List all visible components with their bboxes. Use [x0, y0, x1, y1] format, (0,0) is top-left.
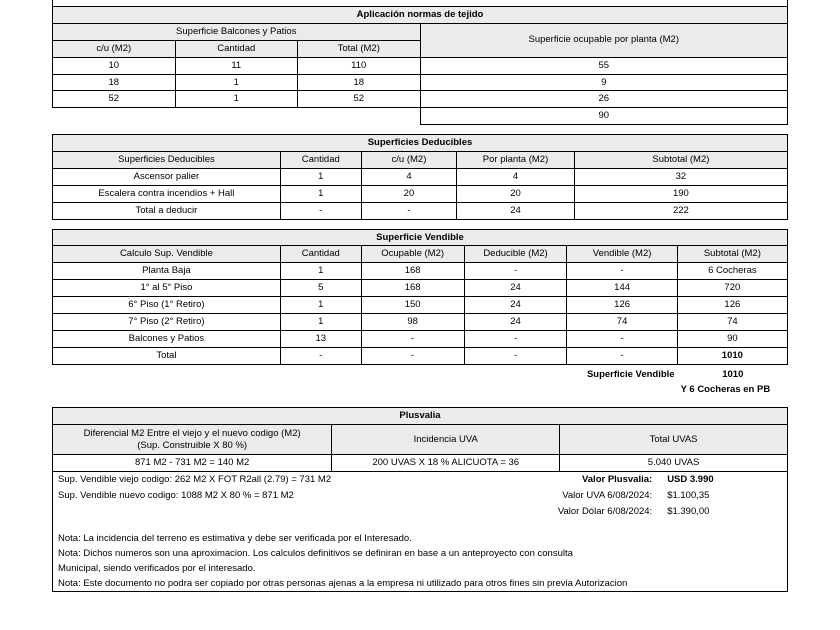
section2-cell-r2c1: -	[280, 202, 361, 219]
table-row	[53, 313, 788, 330]
section2-cell-r1c2: 20	[361, 185, 457, 202]
section2-header-3: Por planta (M2)	[457, 152, 575, 169]
section2-cell-r0c4: 32	[574, 168, 787, 185]
table-row	[53, 108, 788, 125]
section3-cell-r0c5: 6 Cocheras	[677, 263, 787, 280]
section3-cell-r0c1: 1	[280, 263, 361, 280]
section4-col2-header: Incidencia UVA	[332, 425, 560, 455]
footer-note-1: Nota: Dichos numeros son una aproximacion. Los calculos definitivos se definiran en base a un anteproyecto con consulta	[58, 548, 573, 559]
section3-cell-r3c5: 74	[677, 313, 787, 330]
section1-left-header-2: Total (M2)	[298, 40, 421, 57]
table-row	[53, 74, 788, 91]
section3-cell-r4c2: -	[361, 330, 464, 347]
right-label-2: Valor Dólar 6/08/2024:	[557, 505, 653, 517]
section3-cell-r4c3: -	[464, 330, 567, 347]
section3-cell-r5c3: -	[464, 347, 567, 364]
section2-cell-r2c0: Total a deducir	[53, 202, 281, 219]
section3-cell-r4c5: 90	[677, 330, 787, 347]
section3-cell-r3c1: 1	[280, 313, 361, 330]
table-row	[53, 280, 788, 297]
spacer-3	[52, 398, 788, 407]
section4-col3-header: Total UVAS	[560, 425, 788, 455]
section3-header-1: Cantidad	[280, 246, 361, 263]
plusvalia-notes-block	[52, 472, 788, 592]
section3-cell-r2c4: 126	[567, 297, 677, 314]
section4-value-2: 5.040 UVAS	[560, 455, 788, 472]
section3-cell-r3c3: 24	[464, 313, 567, 330]
right-value-0: USD 3.990	[667, 474, 714, 485]
right-value-2: $1.390,00	[667, 505, 710, 517]
section3-header-3: Deducible (M2)	[464, 246, 567, 263]
section4-value-1: 200 UVAS X 18 % ALICUOTA = 36	[332, 455, 560, 472]
table-row	[53, 263, 788, 280]
section2-cell-r1c1: 1	[280, 185, 361, 202]
section3-cell-r1c2: 168	[361, 280, 464, 297]
section1-cell-r2c1: 1	[175, 91, 298, 108]
table-row	[53, 202, 788, 219]
section1-cell-r1c0: 18	[53, 74, 176, 91]
summary-value: 1010	[722, 368, 744, 380]
section2-cell-r2c3: 24	[457, 202, 575, 219]
section3-header-2: Ocupable (M2)	[361, 246, 464, 263]
section2-header-2: c/u (M2)	[361, 152, 457, 169]
section3-cell-r0c0: Planta Baja	[53, 263, 281, 280]
section1-right-title: Superficie ocupable por planta (M2)	[420, 23, 788, 57]
section2-cell-r2c4: 222	[574, 202, 787, 219]
section1-left-header-0: c/u (M2)	[53, 40, 176, 57]
section3-cell-r2c1: 1	[280, 297, 361, 314]
section1-right-value-0: 55	[420, 57, 788, 74]
right-label-1: Valor UVA 6/08/2024:	[562, 489, 653, 501]
section1-left-header-1: Cantidad	[175, 40, 298, 57]
section2-cell-r2c2: -	[361, 202, 457, 219]
section-superficie-vendible	[52, 229, 788, 365]
table-row	[53, 347, 788, 364]
section3-cell-r0c3: -	[464, 263, 567, 280]
section3-cell-r0c2: 168	[361, 263, 464, 280]
section3-cell-r1c1: 5	[280, 280, 361, 297]
section1-cell-r0c0: 10	[53, 57, 176, 74]
section3-cell-r2c2: 150	[361, 297, 464, 314]
section3-cell-r5c1: -	[280, 347, 361, 364]
section2-title: Superficies Deducibles	[53, 135, 788, 152]
right-label-0: Valor Plusvalia:	[581, 474, 653, 485]
right-value-1: $1.100,35	[667, 489, 710, 501]
section3-cell-r0c4: -	[567, 263, 677, 280]
section-aplicacion-normas-tejido	[52, 6, 788, 125]
plusvalia-left-note-0: Sup. Vendible viejo codigo: 262 M2 X FOT R2all (2.79) = 731 M2	[58, 474, 332, 485]
section3-cell-r4c0: Balcones y Patios	[53, 330, 281, 347]
table-row	[53, 168, 788, 185]
section2-cell-r0c1: 1	[280, 168, 361, 185]
section3-cell-r5c2: -	[361, 347, 464, 364]
section2-cell-r1c0: Escalera contra incendios + Hall	[53, 185, 281, 202]
section3-header-0: Calculo Sup. Vendible	[53, 246, 281, 263]
spacer-1	[52, 125, 788, 134]
section1-right-value-1: 9	[420, 74, 788, 91]
section3-header-4: Vendible (M2)	[567, 246, 677, 263]
section3-cell-r2c5: 126	[677, 297, 787, 314]
table-row	[53, 455, 788, 472]
summary-label: Superficie Vendible	[586, 368, 675, 380]
section2-cell-r1c3: 20	[457, 185, 575, 202]
table-row	[53, 91, 788, 108]
section2-cell-r0c3: 4	[457, 168, 575, 185]
section3-cell-r1c4: 144	[567, 280, 677, 297]
section3-cell-r3c4: 74	[567, 313, 677, 330]
section2-cell-r1c4: 190	[574, 185, 787, 202]
section4-col1-header	[53, 425, 332, 455]
section1-right-value-2: 26	[420, 91, 788, 108]
section3-summary	[52, 367, 788, 399]
section1-left-title: Superficie Balcones y Patios	[53, 23, 421, 40]
section4-title: Plusvalia	[53, 408, 788, 425]
section2-header-4: Subtotal (M2)	[574, 152, 787, 169]
section-plusvalia	[52, 407, 788, 472]
plusvalia-left-note-1: Sup. Vendible nuevo codigo: 1088 M2 X 80 % = 871 M2	[58, 489, 294, 501]
section1-cell-r1c2: 18	[298, 74, 421, 91]
spacer-2	[52, 220, 788, 229]
table-row	[53, 57, 788, 74]
section-superficies-deducibles	[52, 134, 788, 219]
section1-cell-r2c0: 52	[53, 91, 176, 108]
section3-cell-r5c0: Total	[53, 347, 281, 364]
footer-note-2: Municipal, siendo verificados por el interesado.	[58, 563, 256, 574]
section1-right-value-3: 90	[420, 108, 788, 125]
section2-cell-r0c0: Ascensor palier	[53, 168, 281, 185]
section3-cell-r5c5: 1010	[677, 347, 787, 364]
section3-header-5: Subtotal (M2)	[677, 246, 787, 263]
section3-cell-r4c4: -	[567, 330, 677, 347]
section1-cell-r0c1: 11	[175, 57, 298, 74]
section1-cell-r0c2: 110	[298, 57, 421, 74]
footer-note-3: Nota: Este documento no podra ser copiado por otras personas ajenas a la empresa ni utilizado para otros fines sin previa Autorizacion	[58, 577, 628, 589]
section3-cell-r2c0: 6° Piso (1° Retiro)	[53, 297, 281, 314]
section4-col1-line1: Diferencial M2 Entre el viejo y el nuevo codigo (M2)	[83, 427, 301, 439]
table-row	[53, 297, 788, 314]
section3-cell-r1c0: 1° al 5° Piso	[53, 280, 281, 297]
summary-note: Y 6 Cocheras en PB	[680, 384, 771, 396]
section3-cell-r3c2: 98	[361, 313, 464, 330]
section2-cell-r0c2: 4	[361, 168, 457, 185]
section3-cell-r4c1: 13	[280, 330, 361, 347]
section1-cell-r1c1: 1	[175, 74, 298, 91]
section3-cell-r1c5: 720	[677, 280, 787, 297]
table-row	[53, 330, 788, 347]
section4-col1-line2: (Sup. Construible X 80 %)	[137, 439, 248, 451]
section3-title: Superficie Vendible	[53, 229, 788, 246]
section4-value-0: 871 M2 - 731 M2 = 140 M2	[53, 455, 332, 472]
section3-cell-r5c4: -	[567, 347, 677, 364]
section1-title: Aplicación normas de tejido	[53, 7, 788, 24]
section3-cell-r3c0: 7° Piso (2° Retiro)	[53, 313, 281, 330]
table-row	[53, 185, 788, 202]
section2-header-0: Superficies Deducibles	[53, 152, 281, 169]
section2-header-1: Cantidad	[280, 152, 361, 169]
footer-note-0: Nota: La incidencia del terreno es estimativa y debe ser verificada por el Interesado.	[58, 533, 412, 544]
section1-cell-r2c2: 52	[298, 91, 421, 108]
section3-cell-r2c3: 24	[464, 297, 567, 314]
section3-cell-r1c3: 24	[464, 280, 567, 297]
